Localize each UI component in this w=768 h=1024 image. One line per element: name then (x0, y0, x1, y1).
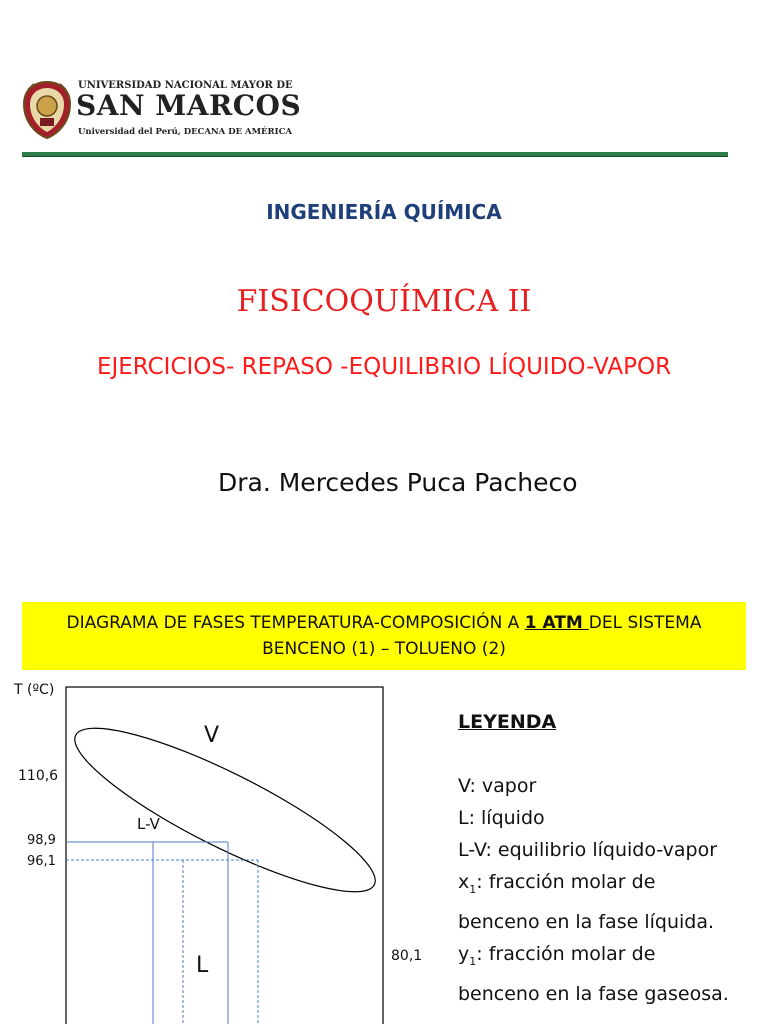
y1-definition: fracción molar de (488, 942, 656, 965)
x1-definition: fracción molar de (488, 871, 656, 893)
legend-item-two-phase: L-V: equilibrio líquido-vapor (458, 839, 718, 861)
university-logo (20, 76, 302, 142)
phase-envelope (59, 702, 391, 918)
topic-title: EJERCICIOS- REPASO -EQUILIBRIO LÍQUIDO-VAPOR (96, 354, 672, 380)
plot-frame (66, 687, 383, 1024)
university-motto: Universidad del Perú, DECANA DE AMÉRICA (78, 127, 292, 137)
legend-item-y1: $y_1$: fracción molar de (458, 942, 656, 968)
legend-item-y1-cont: benceno en la fase gaseosa. (458, 982, 729, 1005)
author-name: Dra. Mercedes Puca Pacheco (218, 468, 578, 497)
program-title: INGENIERÍA QUÍMICA (266, 200, 502, 224)
x1-subscript: 1 (469, 882, 477, 896)
region-liquid-label: L (196, 953, 209, 978)
banner-pressure: 1 ATM (524, 613, 589, 633)
header-divider (22, 152, 728, 157)
y1-subscript: 1 (469, 954, 477, 968)
region-two-phase-label: L-V (137, 815, 160, 833)
legend-item-liquid: L: líquido (458, 807, 545, 829)
banner-text-end: DEL SISTEMA BENCENO (1) – TOLUENO (2) (262, 613, 702, 659)
university-name-main: SAN MARCOS (76, 89, 302, 122)
x1-symbol: x (458, 871, 470, 893)
temp-label-96-1: 96,1 (27, 854, 56, 869)
legend-item-x1: $x_1$: fracción molar de (458, 871, 656, 896)
phase-diagram (0, 676, 440, 1024)
temp-label-110-6: 110,6 (18, 768, 59, 784)
course-title: FISICOQUÍMICA II (236, 284, 532, 319)
legend-title: LEYENDA (458, 711, 557, 733)
university-name-top: UNIVERSIDAD NACIONAL MAYOR DE (78, 80, 293, 91)
legend-item-x1-cont: benceno en la fase líquida. (458, 910, 715, 933)
y-axis-label: T (ºC) (14, 682, 55, 698)
y1-symbol: y (458, 942, 470, 965)
temp-label-98-9: 98,9 (27, 833, 56, 848)
banner-text-start: DIAGRAMA DE FASES TEMPERATURA-COMPOSICIÓN A (66, 613, 525, 633)
legend (458, 706, 729, 1010)
diagram-caption-banner (22, 602, 746, 670)
temp-label-80-1: 80,1 (391, 948, 423, 964)
region-vapor-label: V (204, 723, 220, 748)
university-crest-icon (20, 80, 74, 140)
legend-item-vapor: V: vapor (458, 775, 537, 797)
